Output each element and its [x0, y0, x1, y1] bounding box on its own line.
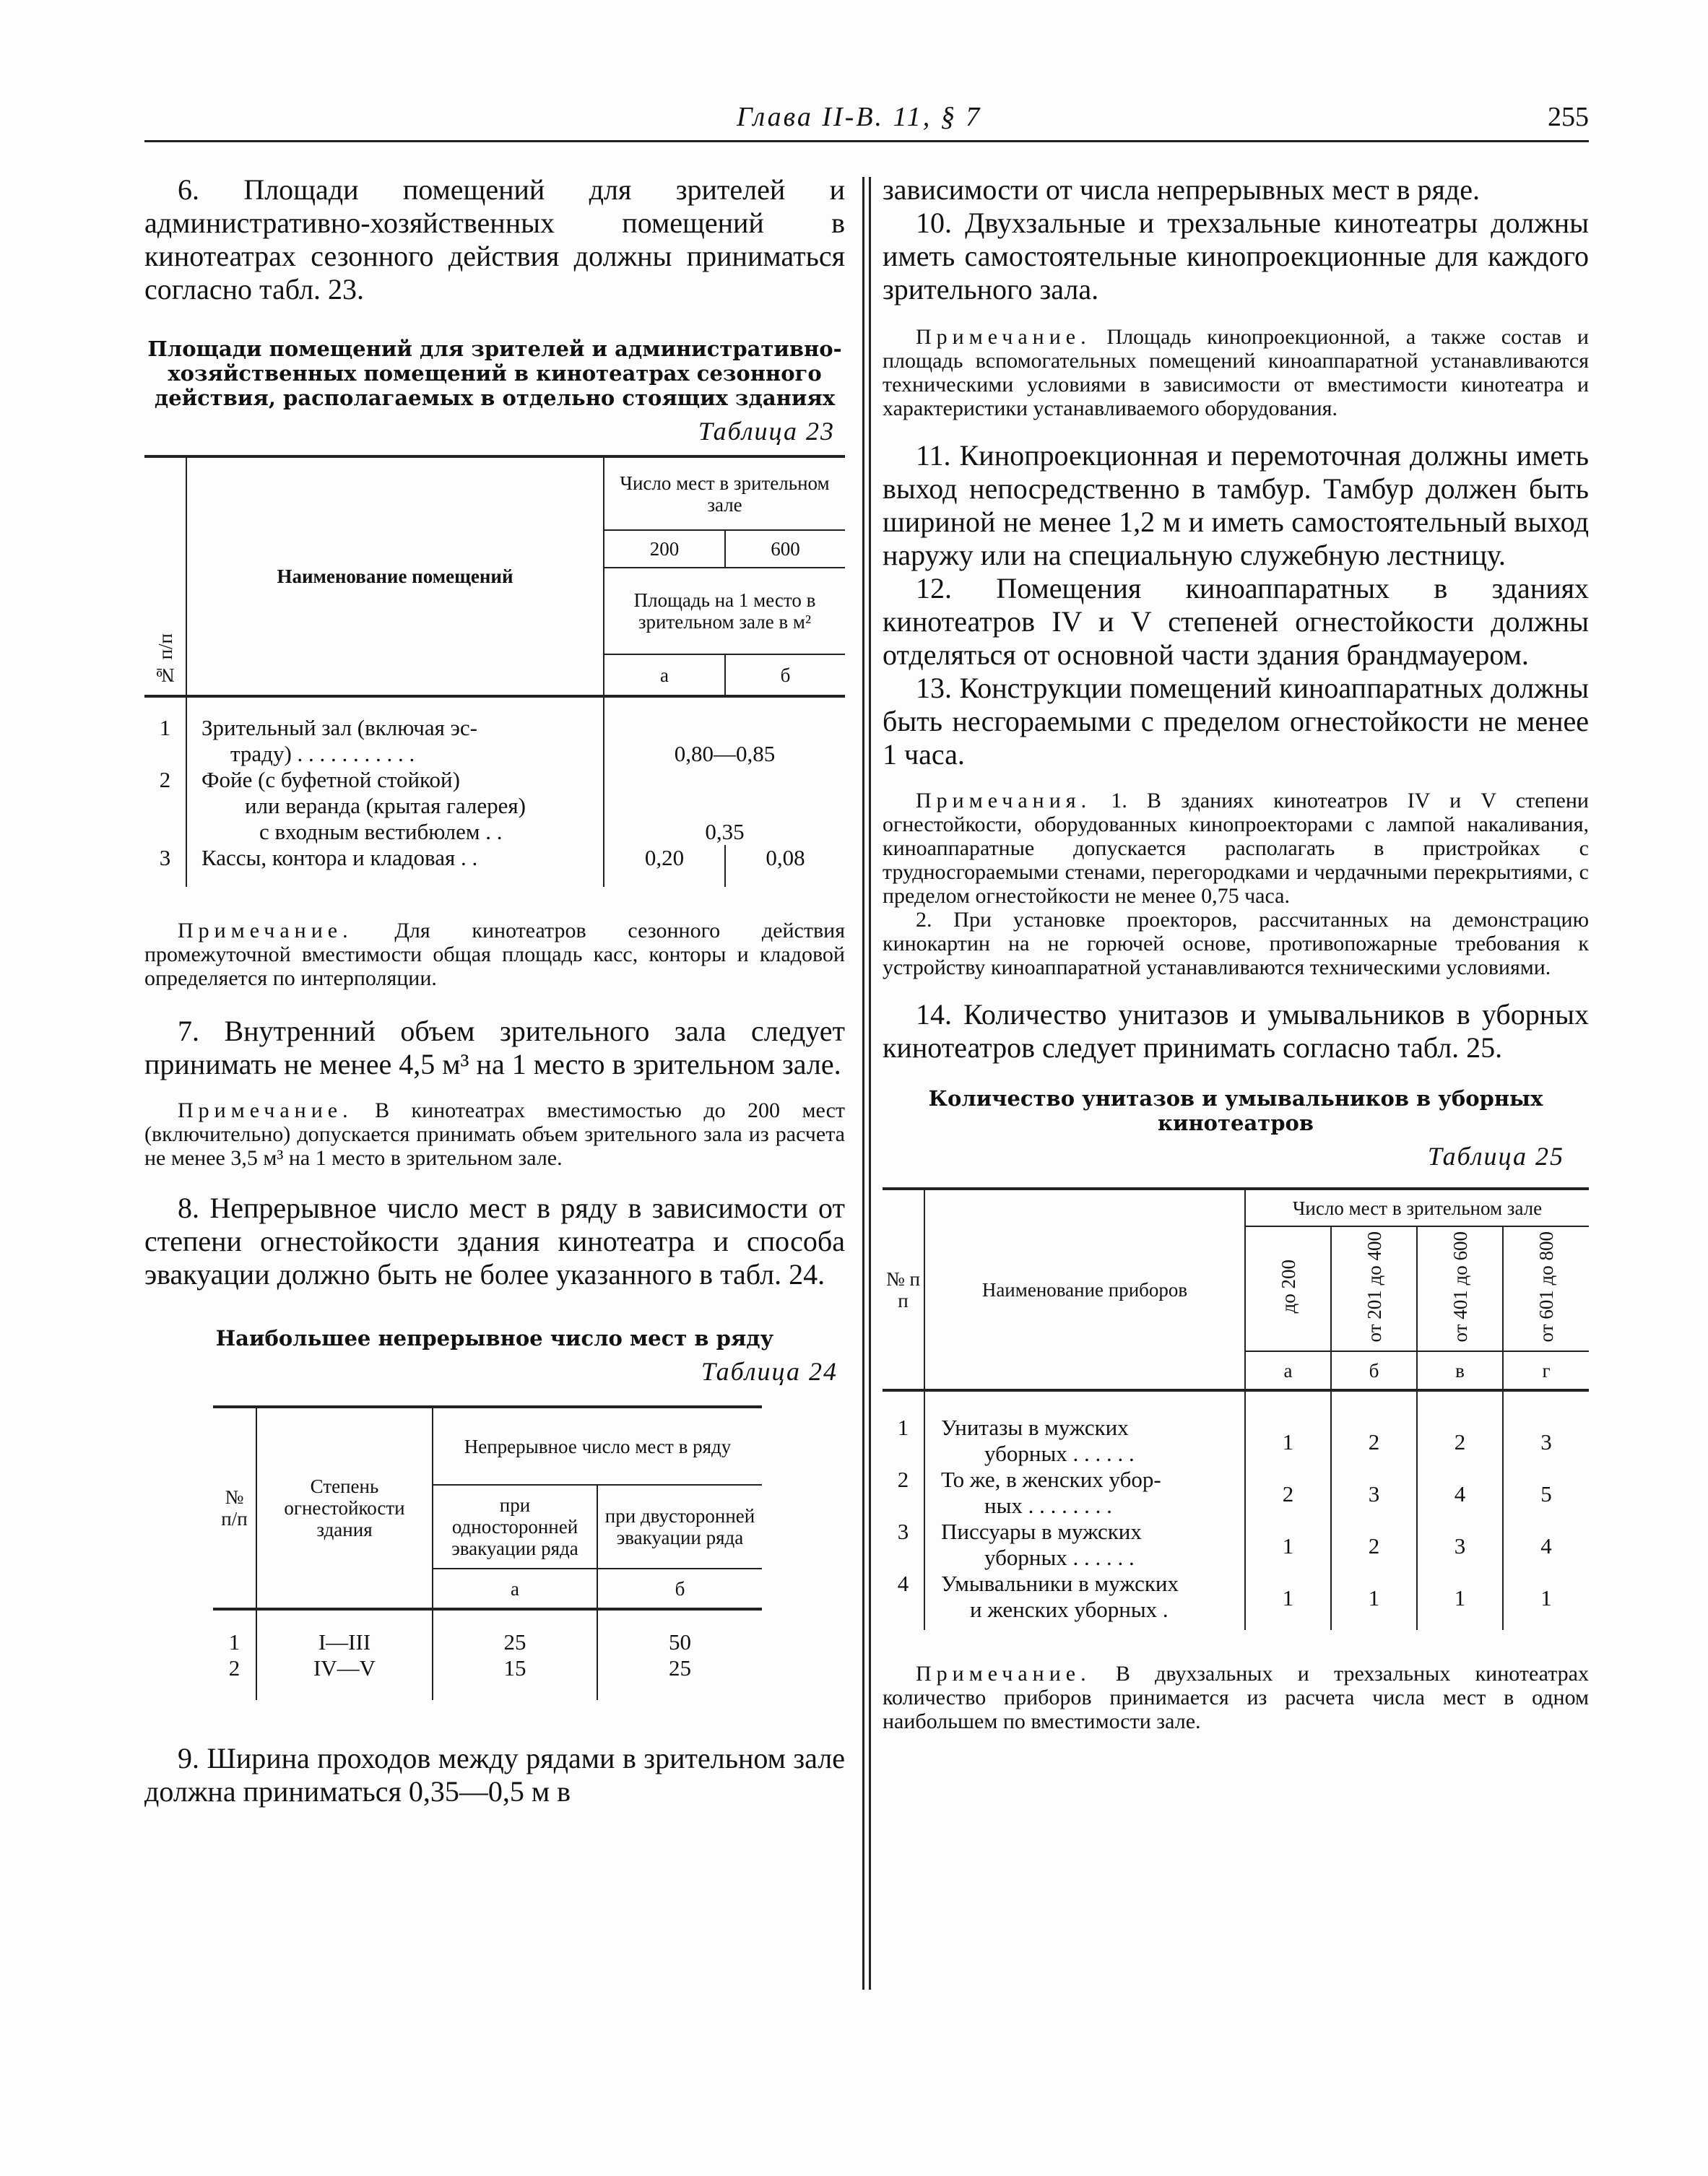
table-row	[883, 1415, 1589, 1467]
table-row	[144, 845, 845, 887]
note-table-23: Примечание. Для кинотеатров сезонного действия промежуточной вместимости общая площадь касс, конторы и кладовой определяется по интерполяции.	[144, 919, 845, 990]
table-25-caption: Количество унитазов и умывальников в уборных кинотеатров	[928, 1086, 1543, 1135]
paragraph-11: 11. Кинопроекционная и перемоточная должны иметь выход непосредственно в тамбур. Тамбур должен быть шириной не менее 1,2 м и иметь самостоятельный выход наружу или на специальную служебную лестницу.	[883, 439, 1589, 571]
value-a: 1	[1245, 1519, 1331, 1571]
value-b: 1	[1331, 1571, 1417, 1630]
row-number: 1	[897, 1415, 909, 1441]
value-a: 1	[1245, 1571, 1331, 1630]
fire-degree: IV—V	[256, 1655, 433, 1700]
value-a: 2	[1245, 1467, 1331, 1519]
column-divider	[869, 177, 871, 1990]
room-name: Кассы, контора и кладовая . .	[186, 845, 604, 887]
row-number: 2	[228, 1655, 240, 1681]
area-value: 0,35	[604, 767, 845, 845]
table-24-header-no: № п/п	[213, 1407, 256, 1609]
value-g: 3	[1503, 1415, 1589, 1467]
table-23-header-200: 200	[604, 530, 725, 568]
table-23-header-600: 600	[725, 530, 845, 568]
room-name: Зрительный зал (включая эс- траду) . . . . . . . . . . .	[186, 715, 604, 767]
row-number: 3	[159, 845, 171, 870]
table-25-header-601-800: от 601 до 800	[1503, 1226, 1589, 1351]
row-number: 2	[159, 767, 171, 792]
table-24-header-two-side: при двусторонней эвакуации ряда	[597, 1485, 762, 1569]
left-column	[144, 173, 845, 1808]
value-v: 2	[1417, 1415, 1503, 1467]
note-paragraph-7: Примечание. В кинотеатрах вместимостью до 200 мест (включительно) допускается принимать объем зрительного зала из расчета не менее 3,5 м³ на 1 место в зрительном зале.	[144, 1098, 845, 1170]
table-23-header-no: № п/п	[144, 456, 186, 696]
row-number: 1	[159, 715, 171, 740]
fire-degree: I—III	[256, 1629, 433, 1655]
note-paragraph-13-2: 2. При установке проекторов, рассчитанных на демонстрацию кинокартин на не горючей основе, противопожарные требования к устройству киноаппаратной устанавливаются техническими условиями.	[883, 908, 1589, 979]
value-b: 2	[1331, 1519, 1417, 1571]
table-25-header-upto-200: до 200	[1245, 1226, 1331, 1351]
fixture-name: Писсуары в мужских уборных . . . . . .	[924, 1519, 1245, 1571]
fixture-name: То же, в женских убор- ных . . . . . . . .	[924, 1467, 1245, 1519]
value-a: 1	[1245, 1415, 1331, 1467]
table-23-header-a: а	[604, 654, 725, 696]
table-25-header-seats: Число мест в зрительном зале	[1245, 1189, 1589, 1226]
value-v: 1	[1417, 1571, 1503, 1630]
note-table-25: Примечание. В двухзальных и трехзальных кинотеатрах количество приборов принимается из расчета числа мест в одном наибольшем по вместимости зале.	[883, 1662, 1589, 1734]
table-25	[883, 1187, 1589, 1630]
table-24	[213, 1405, 762, 1700]
table-24-header-b: б	[597, 1569, 762, 1609]
two-side-value: 50	[597, 1629, 762, 1655]
table-25-header-a: а	[1245, 1351, 1331, 1390]
running-head	[144, 101, 1589, 142]
paragraph-12: 12. Помещения киноаппаратных в зданиях кинотеатров IV и V степеней огнестойкости должны отделяться от основной части здания брандмауером.	[883, 572, 1589, 671]
table-row	[144, 767, 845, 845]
table-25-header-201-400: от 201 до 400	[1331, 1226, 1417, 1351]
fixture-name: Унитазы в мужских уборных . . . . . .	[924, 1415, 1245, 1467]
table-23-header-seats: Число мест в зрительном зале	[604, 456, 845, 530]
table-row	[883, 1571, 1589, 1630]
table-25-header-g: г	[1503, 1351, 1589, 1390]
paragraph-6: 6. Площади помещений для зрителей и административно-хозяйственных помещений в кинотеатрах сезонного действия должны приниматься согласно табл. 23.	[144, 173, 845, 305]
table-23-header-name: Наименование помещений	[186, 456, 604, 696]
table-row	[144, 715, 845, 767]
table-23-number: Таблица 23	[698, 417, 835, 446]
paragraph-13: 13. Конструкции помещений киноаппаратных должны быть несгораемыми с пределом огнестойкости не менее 1 часа.	[883, 672, 1589, 771]
table-23-header-b: б	[725, 654, 845, 696]
table-25-header-401-600: от 401 до 600	[1417, 1226, 1503, 1351]
note-paragraph-10: Примечание. Площадь кинопроекционной, а также состав и площадь вспомогательных помещений киноаппаратной устанавливаются техническими условиями в зависимости от вместимости кинотеатра и характеристики устанавливаемого оборудования.	[883, 325, 1589, 420]
table-row	[213, 1629, 762, 1655]
paragraph-8: 8. Непрерывное число мест в ряду в зависимости от степени огнестойкости здания кинотеатра и способа эвакуации должно быть не более указанного в табл. 24.	[144, 1192, 845, 1291]
paragraph-7: 7. Внутренний объем зрительного зала следует принимать не менее 4,5 м³ на 1 место в зрительном зале.	[144, 1015, 845, 1080]
value-b: 2	[1331, 1415, 1417, 1467]
table-25-header-no: № п п	[883, 1189, 924, 1390]
note-paragraph-13-1: Примечания. 1. В зданиях кинотеатров IV и V степени огнестойкости, оборудованных кинопроекторами с лампой накаливания, киноаппаратные допускается располагать в пристройках с трудносгораемыми стенами, перегородками и чердачными перекрытиями, с пределом огнестойкости не менее 0,75 часа.	[883, 789, 1589, 908]
area-value-a: 0,20	[604, 845, 725, 887]
one-side-value: 25	[433, 1629, 597, 1655]
area-value-b: 0,08	[725, 845, 845, 887]
value-g: 5	[1503, 1467, 1589, 1519]
right-column	[883, 173, 1589, 1733]
table-23-caption: Площади помещений для зрителей и административно-хозяйственных помещений в кинотеатрах сезонного действия, располагаемых в отдельно стоящих зданиях	[147, 337, 842, 410]
value-g: 4	[1503, 1519, 1589, 1571]
one-side-value: 15	[433, 1655, 597, 1700]
paragraph-14: 14. Количество унитазов и умывальников в уборных кинотеатров следует принимать согласно табл. 25.	[883, 998, 1589, 1064]
row-number: 2	[897, 1467, 909, 1493]
table-24-header-one-side: при односторонней эвакуации ряда	[433, 1485, 597, 1569]
paragraph-9-continued: зависимости от числа непрерывных мест в ряде.	[883, 173, 1480, 206]
room-name: Фойе (с буфетной стойкой) или веранда (крытая галерея) с входным вестибюлем . .	[186, 767, 604, 845]
header-rule	[144, 140, 1589, 142]
column-divider	[862, 177, 864, 1990]
table-24-number: Таблица 24	[701, 1357, 838, 1386]
two-side-value: 25	[597, 1655, 762, 1700]
running-title: Глава II-В. 11, § 7	[737, 102, 982, 132]
table-row	[883, 1519, 1589, 1571]
row-number: 3	[897, 1519, 909, 1545]
fixture-name: Умывальники в мужских и женских уборных .	[924, 1571, 1245, 1630]
table-23-header-area: Площадь на 1 место в зрительном зале в м²	[604, 568, 845, 654]
table-25-header-name: Наименование приборов	[924, 1189, 1245, 1390]
table-24-header-seats: Непрерывное число мест в ряду	[433, 1407, 762, 1485]
page-number: 255	[1548, 102, 1589, 132]
row-number: 1	[228, 1629, 240, 1655]
value-v: 3	[1417, 1519, 1503, 1571]
table-23	[144, 455, 845, 887]
row-number: 4	[897, 1571, 909, 1597]
value-v: 4	[1417, 1467, 1503, 1519]
paragraph-10: 10. Двухзальные и трехзальные кинотеатры должны иметь самостоятельные кинопроекционные для каждого зрительного зала.	[883, 207, 1589, 305]
table-24-caption: Наибольшее непрерывное число мест в ряду	[215, 1326, 774, 1351]
area-value: 0,80—0,85	[604, 715, 845, 767]
table-25-header-b: б	[1331, 1351, 1417, 1390]
table-24-header-a: а	[433, 1569, 597, 1609]
table-25-header-v: в	[1417, 1351, 1503, 1390]
table-24-header-degree: Степень огнестойкости здания	[256, 1407, 433, 1609]
value-b: 3	[1331, 1467, 1417, 1519]
value-g: 1	[1503, 1571, 1589, 1630]
table-row	[883, 1467, 1589, 1519]
table-25-number: Таблица 25	[1427, 1142, 1564, 1171]
paragraph-9: 9. Ширина проходов между рядами в зрительном зале должна приниматься 0,35—0,5 м в	[144, 1742, 845, 1808]
table-row	[213, 1655, 762, 1700]
